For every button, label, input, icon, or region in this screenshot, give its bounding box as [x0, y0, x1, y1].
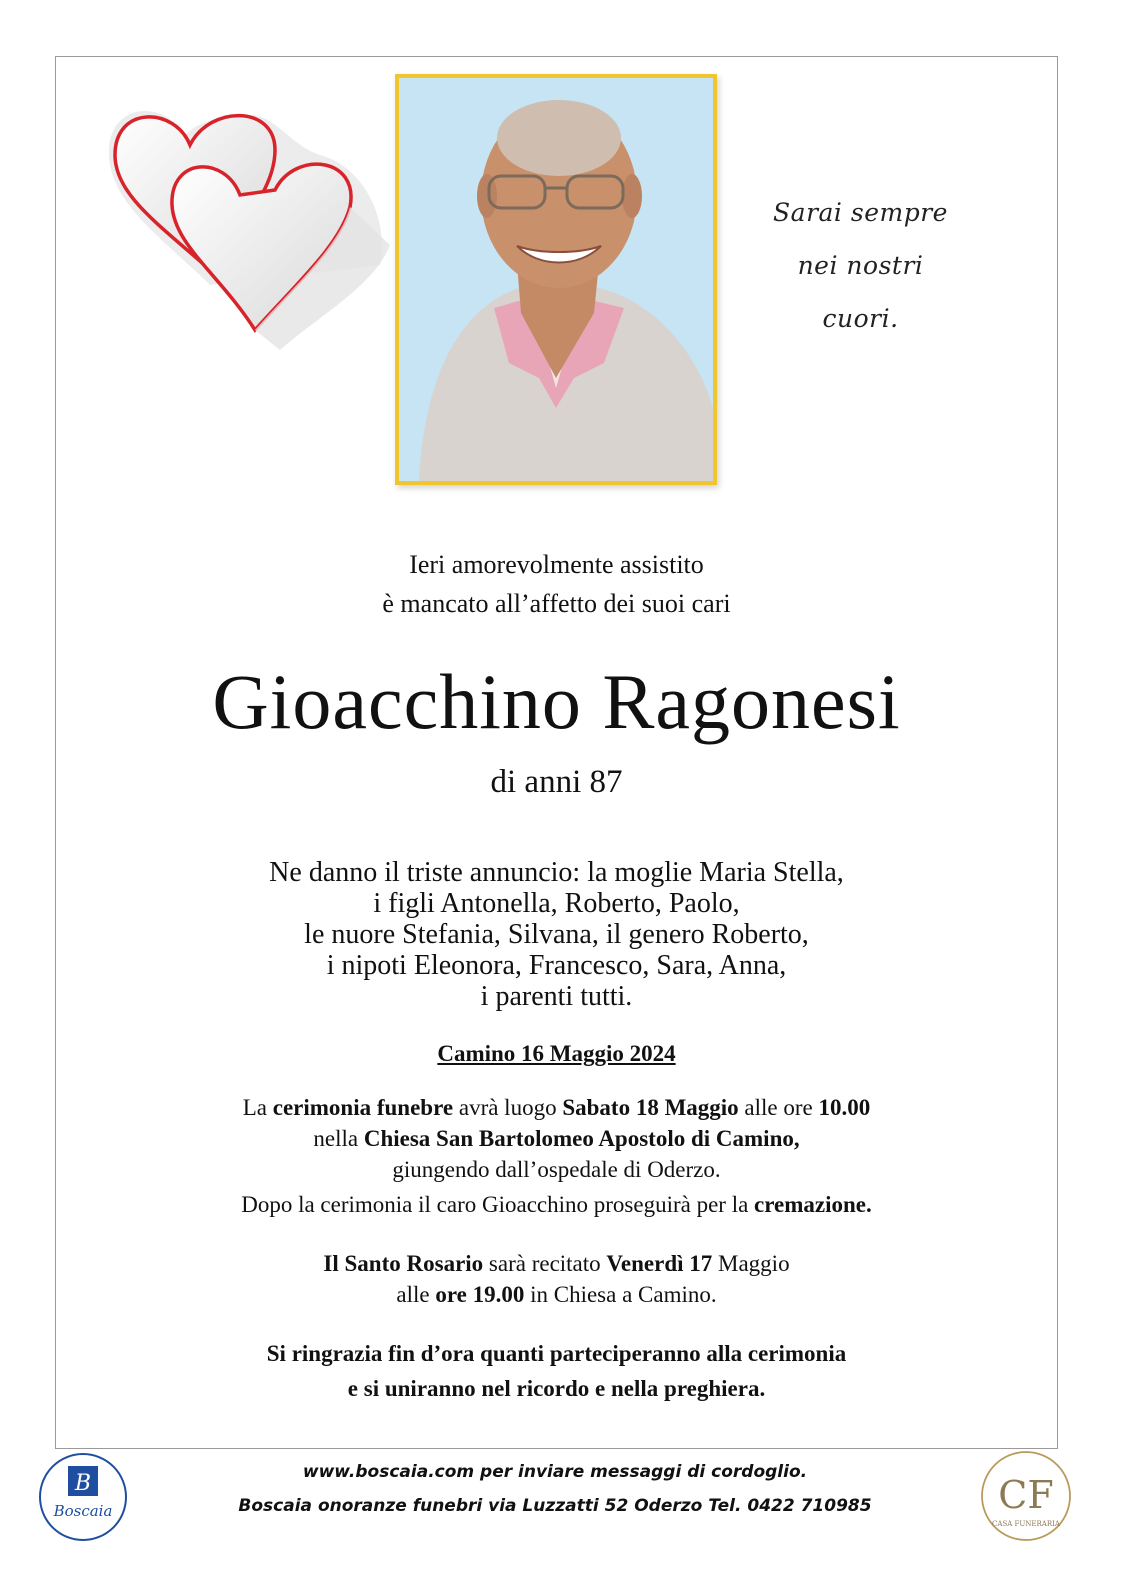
epitaph-quote [758, 186, 963, 345]
text: Maggio [712, 1251, 790, 1276]
text: in Chiesa a Camino. [524, 1282, 717, 1307]
portrait-photo [395, 74, 717, 485]
family-announcement [55, 857, 1058, 1012]
text: Dopo la cerimonia il caro Gioacchino proseguirà per la [241, 1192, 755, 1217]
text: sarà recitato [483, 1251, 607, 1276]
text: avrà luogo [453, 1095, 563, 1120]
bold-text: Venerdì 17 [606, 1251, 713, 1276]
intro-text [55, 545, 1058, 623]
thanks-message [55, 1336, 1058, 1406]
text: alle ore [738, 1095, 819, 1120]
place-date [55, 1038, 1058, 1070]
bold-text: Il Santo Rosario [323, 1251, 484, 1276]
bold-text: Sabato 18 Maggio [562, 1095, 739, 1120]
casa-funeraria-name: CASA FUNERARIA [992, 1520, 1060, 1528]
deceased-age: di anni 87 [490, 764, 623, 800]
ceremony-line [55, 1123, 1058, 1154]
boscaia-logo [38, 1452, 128, 1542]
ceremony-line: giungendo dall’ospedale di Oderzo. [392, 1157, 721, 1182]
thanks-line: Si ringrazia fin d’ora quanti parteciperanno alla cerimonia [266, 1341, 847, 1366]
family-line: i figli Antonella, Roberto, Paolo, [373, 888, 740, 919]
boscaia-monogram: B [74, 1471, 92, 1496]
ceremony-line [55, 1092, 1058, 1123]
footer-address-line: Boscaia onoranze funebri via Luzzatti 52 Oderzo Tel. 0422 710985 [238, 1496, 872, 1516]
footer-website-line: www.boscaia.com per inviare messaggi di cordoglio. [302, 1462, 808, 1482]
rosary-line [55, 1279, 1058, 1310]
deceased-name: Gioacchino Ragonesi [212, 658, 901, 745]
place-date-text: Camino 16 Maggio 2024 [437, 1041, 676, 1066]
bold-text: ore 19.00 [435, 1282, 525, 1307]
text: alle [396, 1282, 436, 1307]
intro-line: Ieri amorevolmente assistito [409, 550, 704, 579]
family-line: i nipoti Eleonora, Francesco, Sara, Anna, [326, 950, 787, 981]
quote-line: Sarai sempre [773, 198, 948, 227]
quote-line: nei nostri [797, 251, 924, 280]
thanks-line: e si uniranno nel ricordo e nella preghiera. [347, 1376, 766, 1401]
family-line: Ne danno il triste annuncio: la moglie Maria Stella, [269, 857, 844, 888]
family-line: le nuore Stefania, Silvana, il genero Roberto, [304, 919, 809, 950]
rosary-details [55, 1248, 1058, 1310]
ceremony-details [55, 1092, 1058, 1185]
hearts-decoration [90, 95, 400, 355]
rosary-line [55, 1248, 1058, 1279]
quote-line: cuori. [822, 304, 899, 333]
casa-funeraria-monogram: CF [998, 1473, 1054, 1517]
boscaia-name: Boscaia [53, 1502, 113, 1520]
bold-text: cremazione. [754, 1192, 872, 1217]
cremation-note [55, 1189, 1058, 1220]
casa-funeraria-logo [980, 1450, 1072, 1542]
intro-line: è mancato all’affetto dei suoi cari [382, 589, 731, 618]
bold-text: 10.00 [818, 1095, 871, 1120]
bold-text: cerimonia funebre [272, 1095, 454, 1120]
family-line: i parenti tutti. [480, 981, 633, 1012]
text: La [242, 1095, 273, 1120]
bold-text: Chiesa San Bartolomeo Apostolo di Camino, [363, 1126, 800, 1151]
text: nella [313, 1126, 364, 1151]
